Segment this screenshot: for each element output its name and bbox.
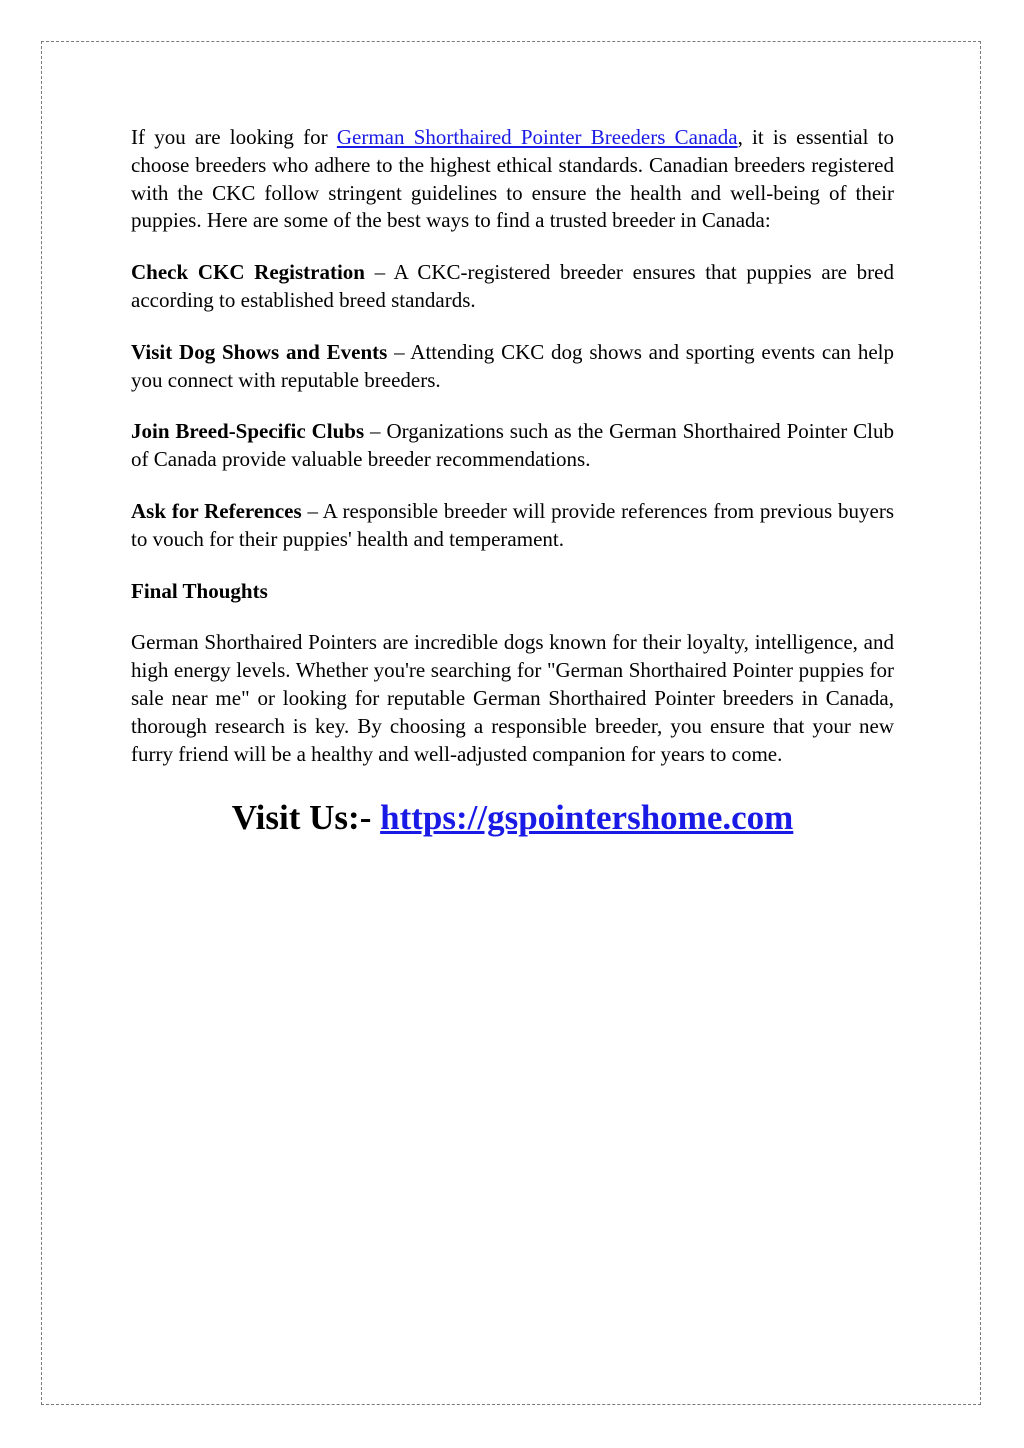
visit-us-label: Visit Us:- — [231, 798, 381, 838]
tip-paragraph-references — [131, 498, 894, 554]
tip-text: – A CKC-registered breeder ensures that puppies are bred according to established breed standards. — [131, 260, 894, 312]
intro-text-before: If you are looking for — [131, 125, 337, 149]
tip-paragraph-ckc-registration — [131, 259, 894, 315]
tip-title: Ask for References — [131, 498, 302, 523]
tip-title: Visit Dog Shows and Events — [131, 339, 388, 364]
tip-paragraph-dog-shows — [131, 339, 894, 395]
tip-text: – Organizations such as the German Shorthaired Pointer Club of Canada provide valuable breeder recommendations. — [131, 419, 894, 472]
document-body — [131, 124, 894, 840]
tip-text: – Attending CKC dog shows and sporting events can help you connect with reputable breeders. — [131, 339, 894, 392]
visit-us-line — [131, 796, 894, 840]
final-thoughts-paragraph: German Shorthaired Pointers are incredible dogs known for their loyalty, intelligence, and high energy levels. Whether you're searching for "German Shorthaired Pointer puppies for sale near me" or looking for reputable German Shorthaired Pointer breeders in Canada, thorough research is key. By choosing a responsible breeder, you ensure that your new furry friend will be a healthy and well-adjusted companion for years to come. — [131, 630, 894, 766]
final-thoughts-heading: Final Thoughts — [131, 578, 268, 603]
breeders-canada-link[interactable]: German Shorthaired Pointer Breeders Canada — [336, 125, 738, 149]
tip-title: Join Breed-Specific Clubs — [131, 419, 365, 444]
tip-paragraph-breed-clubs — [131, 418, 894, 474]
intro-paragraph — [131, 124, 894, 235]
tip-text: – A responsible breeder will provide references from previous buyers to vouch for their puppies' health and temperament. — [131, 498, 894, 551]
website-link[interactable]: https://gspointershome.com — [380, 798, 794, 838]
intro-text-after: , it is essential to choose breeders who adhere to the highest ethical standards. Canadian breeders registered with the CKC follow stringent guidelines to ensure the health and well-being of their puppies. Here are some of the best ways to find a trusted breeder in Canada: — [131, 125, 894, 233]
tip-title: Check CKC Registration — [131, 260, 365, 285]
